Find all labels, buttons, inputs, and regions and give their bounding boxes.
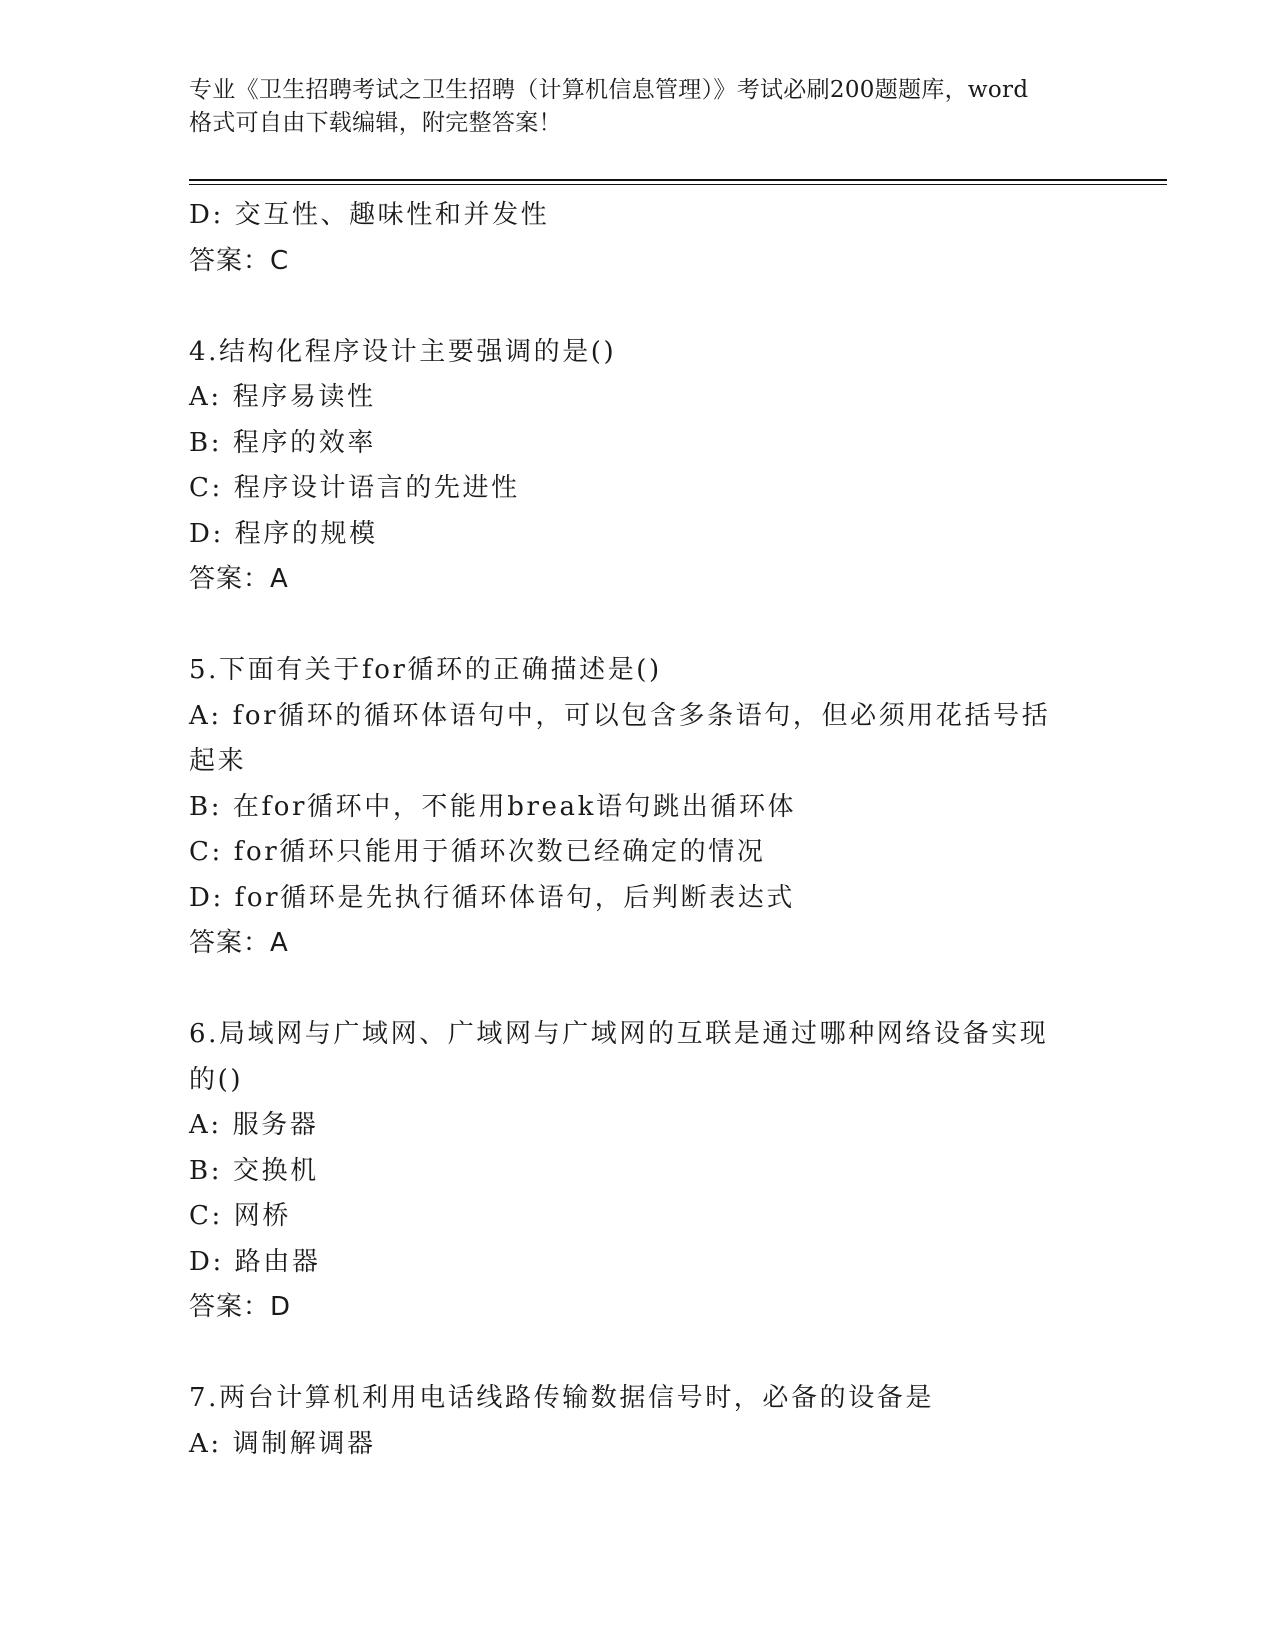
answer-line: 答案：C xyxy=(189,245,290,276)
spacer xyxy=(189,284,1089,330)
option-a: A: 程序易读性 xyxy=(189,382,376,412)
spacer xyxy=(189,603,1089,649)
option-d: D: 路由器 xyxy=(189,1246,321,1277)
option-a: A: 服务器 xyxy=(189,1110,319,1140)
option-a: A: 调制解调器 xyxy=(189,1428,376,1459)
spacer xyxy=(189,967,1089,1013)
header-line-2: 格式可自由下载编辑，附完整答案！ xyxy=(189,110,562,136)
question-title-continued: 的() xyxy=(189,1064,244,1095)
question-title: 6.局域网与广域网、广域网与广域网的互联是通过哪种网络设备实现 xyxy=(189,1019,1049,1049)
option-a-continued: 起来 xyxy=(189,746,247,776)
option-b: B: 在for循环中，不能用break语句跳出循环体 xyxy=(189,791,797,822)
answer-line: 答案：D xyxy=(189,1292,292,1322)
spacer xyxy=(189,1331,1089,1377)
option-b: B: 程序的效率 xyxy=(189,427,376,458)
header-line-1: 专业《卫生招聘考试之卫生招聘（计算机信息管理）》考试必刷200题题库，word xyxy=(189,77,1029,103)
header-rule-thin xyxy=(189,184,1167,185)
question-7 xyxy=(189,1376,1089,1467)
question-title: 4.结构化程序设计主要强调的是() xyxy=(189,336,617,367)
question-title: 5.下面有关于for循环的正确描述是() xyxy=(189,655,662,685)
option-c: C: for循环只能用于循环次数已经确定的情况 xyxy=(189,837,766,867)
option-a: A: for循环的循环体语句中，可以包含多条语句，但必须用花括号括 xyxy=(189,700,1051,731)
question-4 xyxy=(189,330,1089,603)
question-list xyxy=(189,193,1089,1467)
header-rule-thick xyxy=(189,179,1167,181)
option-d: D: for循环是先执行循环体语句，后判断表达式 xyxy=(189,882,795,913)
question-title: 7.两台计算机利用电话线路传输数据信号时，必备的设备是 xyxy=(189,1383,935,1413)
document-header xyxy=(189,74,1109,140)
answer-line: 答案：A xyxy=(189,928,289,958)
option-c: C: 程序设计语言的先进性 xyxy=(189,473,520,503)
option-c: C: 网桥 xyxy=(189,1201,291,1231)
option-b: B: 交换机 xyxy=(189,1155,319,1186)
question-3-fragment xyxy=(189,193,1089,284)
answer-line: 答案：A xyxy=(189,564,289,594)
option-d: D: 程序的规模 xyxy=(189,518,378,549)
option-d: D: 交互性、趣味性和并发性 xyxy=(189,200,550,230)
question-5 xyxy=(189,648,1089,967)
question-6 xyxy=(189,1012,1089,1331)
